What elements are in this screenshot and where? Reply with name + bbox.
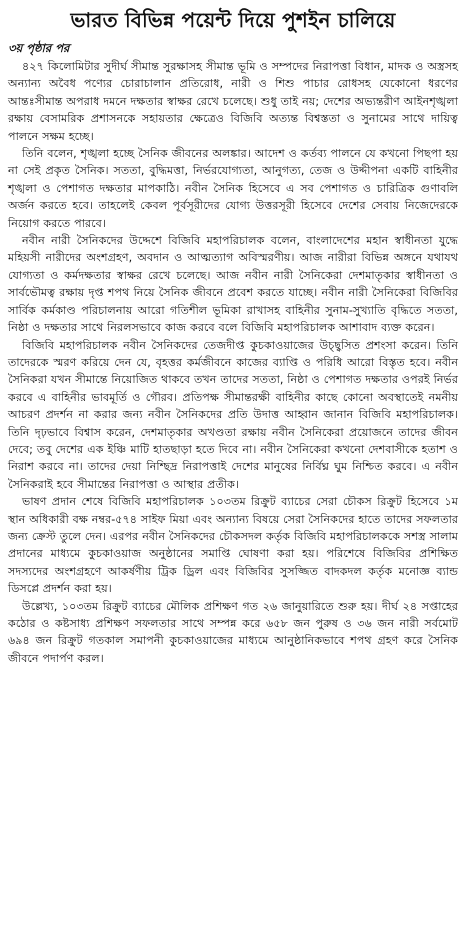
article-paragraph: তিনি বলেন, শৃঙ্খলা হচ্ছে সৈনিক জীবনের অলঙ্কার। আদেশ ও কর্তব্য পালনে যে কখনো পিছপা হয় না সেই প্রকৃত সৈনিক। সততা, বুদ্ধিমত্তা, নির্ভরযোগ্যতা, আনুগত্য, তেজ ও উদ্দীপনা একটি বাহিনীর শৃঙ্খলা ও পেশাগত দক্ষতার মাপকাঠি। নবীন সৈনিক হিসেবে এ সব পেশাগত ও চারিত্রিক গুণাবলি অর্জন করতে হবে। তাহলেই কেবল পূর্বসূরীদের যোগ্য উত্তরসূরী হিসেবে দেশের সেবায় নিজেদেরকে নিয়োগ করতে পারবে। <box>8 147 458 230</box>
article-paragraph: ৪২৭ কিলোমিটার সুদীর্ঘ সীমান্ত সুরক্ষাসহ সীমান্ত ভূমি ও সম্পদের নিরাপত্তা বিধান, মাদক ও অস্ত্রসহ অন্যান্য অবৈধ পণ্যের চোরাচালান প্রতিরোধ, নারী ও শিশু পাচার রোধসহ যেকোনো ধরণের আন্তঃসীমান্ত অপরাধ দমনে দক্ষতার স্বাক্ষর রেখে চলেছে। শুধু তাই নয়; দেশের অভ্যন্তরীণ আইনশৃঙ্খলা রক্ষায় বেসামরিক প্রশাসনকে সহায়তার ক্ষেত্রেও বিজিবি অত্যন্ত বিশ্বস্ততা ও সুনামের সাথে দায়িত্ব পালনে সক্ষম হচ্ছে। <box>8 60 458 143</box>
article-paragraph: ভাষণ প্রদান শেষে বিজিবি মহাপরিচালক ১০৩তম রিক্রুট ব্যাচের সেরা চৌকস রিক্রুট হিসেবে ১ম স্থান অধিকারী বক্ষ নম্বর-৫৭৪ সাইফ মিয়া এবং অন্যান্য বিষয়ে সেরা সৈনিকদের হাতে তাদের সফলতার জন্য ক্রেস্ট তুলে দেন। এরপর নবীন সৈনিকদের চৌকসদল কর্তৃক বিজিবি মহাপরিচালককে সশস্ত্র সালাম প্রদানের মাধ্যমে কুচকাওয়াজ অনুষ্ঠানের সমাপ্তি ঘোষণা করা হয়। পরিশেষে বিজিবির প্রশিক্ষিত সদস্যদের অংশগ্রহণে আকর্ষণীয় ট্রিক ড্রিল এবং বিজিবির সুসজ্জিত বাদকদল কর্তৃক মনোজ্ঞ ব্যান্ড ডিসপ্লে প্রদর্শন করা হয়। <box>8 495 458 596</box>
article-paragraph: নবীন নারী সৈনিকদের উদ্দেশে বিজিবি মহাপরিচালক বলেন, বাংলাদেশের মহান স্বাধীনতা যুদ্ধে মহিয়সী নারীদের অংশগ্রহণ, অবদান ও আত্মত্যাগ অবিস্মরণীয়। আজ নারীরা বিভিন্ন অঙ্গনে যথাযথ যোগ্যতা ও কর্মদক্ষতার স্বাক্ষর রেখে চলেছে। আজ নবীন নারী সৈনিকেরা দেশমাতৃকার স্বাধীনতা ও সার্বভৌমত্ব রক্ষায় দৃপ্ত শপথ নিয়ে সৈনিক জীবনে প্রবেশ করতে যাচ্ছে। নবীন নারী সৈনিকেরা বিজিবির সার্বিক কর্মকাণ্ড পরিচালনায় আরো গতিশীল ভূমিকা রাখাসহ বাহিনীর সুনাম-সুখ্যাতি বৃদ্ধিতে সততা, নিষ্ঠা ও দক্ষতার সাথে নিরলসভাবে কাজ করবে বলে বিজিবি মহাপরিচালক আশাবাদ ব্যক্ত করেন। <box>8 234 458 335</box>
continued-from-label: ৩য় পৃষ্ঠার পর <box>8 41 70 55</box>
article-paragraph: উল্লেখ্য, ১০৩তম রিক্রুট ব্যাচের মৌলিক প্রশিক্ষণ গত ২৬ জানুয়ারিতে শুরু হয়। দীর্ঘ ২৪ সপ্তাহের কঠোর ও কষ্টসাধ্য প্রশিক্ষণ সফলতার সাথে সম্পন্ন করে ৬৫৮ জন পুরুষ ও ৩৬ জন নারী সর্বমোট ৬৯৪ জন রিক্রুট গতকাল সমাপনী কুচকাওয়াজের মাধ্যমে আনুষ্ঠানিকভাবে শপথ গ্রহণ করে সৈনিক জীবনে পদার্পণ করল। <box>8 599 458 665</box>
article-headline: ভারত বিভিন্ন পয়েন্ট দিয়ে পুশইন চালিয়ে <box>70 8 396 32</box>
article-paragraph: বিজিবি মহাপরিচালক নবীন সৈনিকদের তেজদীপ্ত কুচকাওয়াজের উচ্ছ্বসিত প্রশংসা করেন। তিনি তাদেরকে স্মরণ করিয়ে দেন যে, বৃহত্তর কর্মজীবনে কাজের ব্যাপ্তি ও পরিধি আরো বিস্তৃত হবে। নবীন সৈনিকরা যখন সীমান্তে নিয়োজিত থাকবে তখন তাদের সততা, নিষ্ঠা ও পেশাগত দক্ষতার ওপরই নির্ভর করবে এ বাহিনীর ভাবমূর্তি ও গৌরব। প্রতিপক্ষ সীমান্তরক্ষী বাহিনীর কাছে কোনো অবস্থাতেই নমনীয় আচরণ প্রদর্শন না করার জন্য নবীন সৈনিকদের প্রতি উদাত্ত আহ্বান জানান বিজিবি মহাপরিচালক। তিনি দৃঢ়ভাবে বিশ্বাস করেন, দেশমাতৃকার অখণ্ডতা রক্ষায় নবীন সৈনিকেরা প্রয়োজনে তাদের জীবন দেবে; তবু দেশের এক ইঞ্চি মাটি হাতছাড়া হতে দিবে না। নবীন সৈনিকেরা কখনো দেশবাসীকে হতাশ ও নিরাশ করবে না। তাদের দেয়া নিশ্ছিদ্র নিরাপত্তাই দেশের মানুষের নির্বিঘ্ন ঘুম নিশ্চিত করবে। এ নবীন সৈনিকরাই হবে সীমান্তের নিরাপত্তা ও আস্থার প্রতীক। <box>8 338 458 491</box>
